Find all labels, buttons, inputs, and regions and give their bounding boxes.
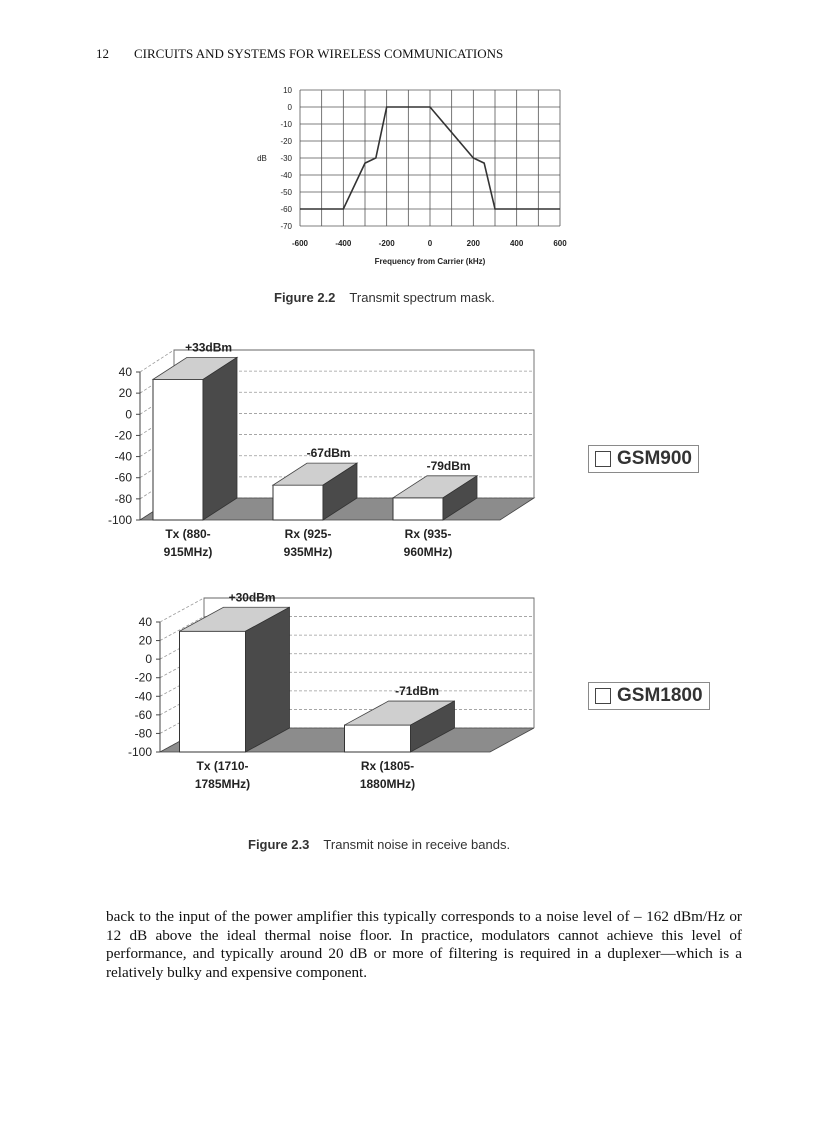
figure-2-2-caption [274,290,495,305]
spectrum-mask-chart [0,0,816,290]
y-tick-label: 20 [118,386,132,401]
category-label: Rx (935- [404,527,452,541]
y-tick-label: -20 [134,670,152,685]
x-tick-label: 600 [553,239,567,248]
y-tick-label: -60 [134,707,152,722]
y-axis-label: dB [257,154,267,163]
figure-2-2-caption-text: Transmit spectrum mask. [349,290,495,305]
figure-2-2-label: Figure 2.2 [274,290,336,305]
gsm1800-legend [588,682,710,710]
category-label: Tx (880- [165,527,211,541]
bar-front [273,485,323,520]
bar-front [180,631,246,752]
page-number: 12 [96,46,109,61]
x-tick-label: 0 [427,239,433,248]
category-label: 960MHz) [403,545,453,559]
category-label: Rx (925- [284,527,332,541]
y-tick-label: -50 [280,188,292,197]
bar-side [203,357,237,520]
y-tick-label: -10 [280,120,292,129]
y-tick-label: 10 [283,86,292,95]
y-tick-label: 0 [145,652,152,667]
y-tick-label: -70 [280,222,292,231]
x-tick-label: 200 [466,239,481,248]
y-tick-label: -40 [114,449,132,464]
y-tick-label: -40 [134,689,152,704]
x-tick-label: -400 [335,239,352,248]
body-paragraph: back to the input of the power amplifier this typically corresponds to a noise level of – 162 dBm/Hz or 12 dB above the ideal thermal noise floor. In practice, modulators cannot achieve this level of performance, and typically around 20 dB or more of filtering is required in a duplexer—which is a relatively bulky and expensive component. [106,908,742,981]
bar-data-label: -71dBm [395,684,440,699]
gsm1800-legend-label: GSM1800 [617,685,703,706]
y-tick-label: 0 [125,407,132,422]
grid-line-side-wall [160,598,204,622]
y-tick-label: -80 [134,726,152,741]
y-tick-label: -100 [127,745,152,759]
x-tick-label: 400 [509,239,524,248]
y-tick-label: 40 [118,365,132,379]
x-tick-label: -200 [378,239,395,248]
category-label: 915MHz) [163,545,213,559]
y-tick-label: -40 [280,171,292,180]
category-label: 935MHz) [283,545,333,559]
y-tick-label: -60 [280,205,292,214]
bar-front [345,725,411,752]
legend-swatch [595,451,611,467]
bar-front [153,379,203,520]
x-axis-label: Frequency from Carrier (kHz) [374,257,486,266]
running-title: CIRCUITS AND SYSTEMS FOR WIRELESS COMMUNICATIONS [134,46,504,61]
y-tick-label: -20 [114,428,132,443]
y-tick-label: 20 [138,633,152,648]
gsm900-legend [588,445,699,473]
category-label: Tx (1710- [196,759,249,773]
bar-data-label: +30dBm [228,590,276,605]
bar-data-label: -67dBm [306,446,351,461]
figure-2-3-label: Figure 2.3 [248,837,310,852]
y-tick-label: -100 [107,513,132,527]
y-tick-label: -30 [280,154,292,163]
bar-data-label: +33dBm [185,340,233,355]
y-tick-label: -80 [114,491,132,506]
y-tick-label: -60 [114,470,132,485]
category-label: 1880MHz) [359,777,416,791]
y-tick-label: -20 [280,137,292,146]
gsm900-legend-label: GSM900 [617,448,692,469]
bar-data-label: -79dBm [426,458,471,473]
y-tick-label: 0 [287,103,292,112]
category-label: Rx (1805- [360,759,415,773]
y-tick-label: 40 [138,615,152,629]
bar-side [246,607,290,752]
legend-swatch [595,688,611,704]
figure-2-3-caption [248,837,510,852]
category-label: 1785MHz) [194,777,251,791]
figure-2-3-caption-text: Transmit noise in receive bands. [323,837,511,852]
bar-front [393,498,443,520]
x-tick-label: -600 [291,239,309,248]
